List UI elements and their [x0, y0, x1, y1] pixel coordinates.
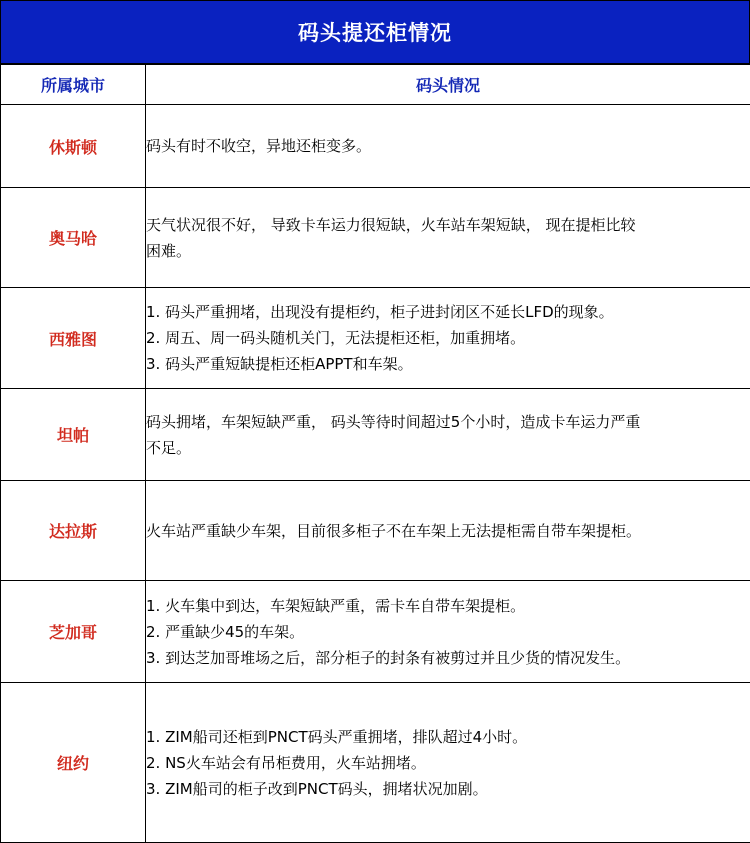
city-cell: 休斯顿 — [1, 105, 146, 188]
status-line: 2. 周五、周一码头随机关门，无法提柜还柜，加重拥堵。 — [146, 329, 526, 347]
table-row — [1, 389, 750, 481]
table-row — [1, 105, 750, 188]
table-title: 码头提还柜情况 — [0, 0, 750, 64]
city-cell: 坦帕 — [1, 389, 146, 481]
status-line: 3. 码头严重短缺提柜还柜APPT和车架。 — [146, 355, 413, 373]
terminal-status-table — [0, 64, 750, 843]
city-cell: 达拉斯 — [1, 481, 146, 581]
status-line: 2. NS火车站会有吊柜费用，火车站拥堵。 — [146, 753, 426, 772]
status-cell — [146, 581, 750, 683]
status-cell — [146, 389, 750, 481]
status-cell — [146, 105, 750, 188]
status-line: 码头有时不收空，异地还柜变多。 — [146, 137, 372, 155]
table-row — [1, 481, 750, 581]
city-cell: 奥马哈 — [1, 188, 146, 288]
status-cell — [146, 288, 750, 389]
status-line: 3. ZIM船司的柜子改到PNCT码头，拥堵状况加剧。 — [146, 779, 488, 798]
status-cell — [146, 683, 750, 843]
table-row — [1, 188, 750, 288]
status-line: 火车站严重缺少车架，目前很多柜子不在车架上无法提柜需自带车架提柜。 — [146, 521, 642, 540]
city-cell: 芝加哥 — [1, 581, 146, 683]
city-cell: 西雅图 — [1, 288, 146, 389]
header-row — [1, 65, 750, 105]
status-line: 2. 严重缺少45的车架。 — [146, 622, 305, 641]
city-cell: 纽约 — [1, 683, 146, 843]
status-cell — [146, 481, 750, 581]
status-line: 困难。 — [146, 241, 192, 260]
status-line: 1. 火车集中到达，车架短缺严重，需卡车自带车架提柜。 — [146, 596, 526, 615]
city-column-header: 所属城市 — [1, 65, 146, 105]
status-line: 1. ZIM船司还柜到PNCT码头严重拥堵，排队超过4小时。 — [146, 727, 528, 746]
status-line: 不足。 — [146, 438, 192, 457]
table-row — [1, 683, 750, 843]
status-line: 天气状况很不好， 导致卡车运力很短缺，火车站车架短缺， 现在提柜比较 — [146, 215, 636, 234]
status-line: 3. 到达芝加哥堆场之后，部分柜子的封条有被剪过并且少货的情况发生。 — [146, 648, 631, 667]
status-column-header: 码头情况 — [146, 65, 750, 105]
table-row — [1, 581, 750, 683]
status-cell — [146, 188, 750, 288]
status-line: 1. 码头严重拥堵，出现没有提柜约，柜子进封闭区不延长LFD的现象。 — [146, 303, 614, 321]
status-line: 码头拥堵，车架短缺严重， 码头等待时间超过5个小时，造成卡车运力严重 — [146, 412, 641, 431]
table-row — [1, 288, 750, 389]
